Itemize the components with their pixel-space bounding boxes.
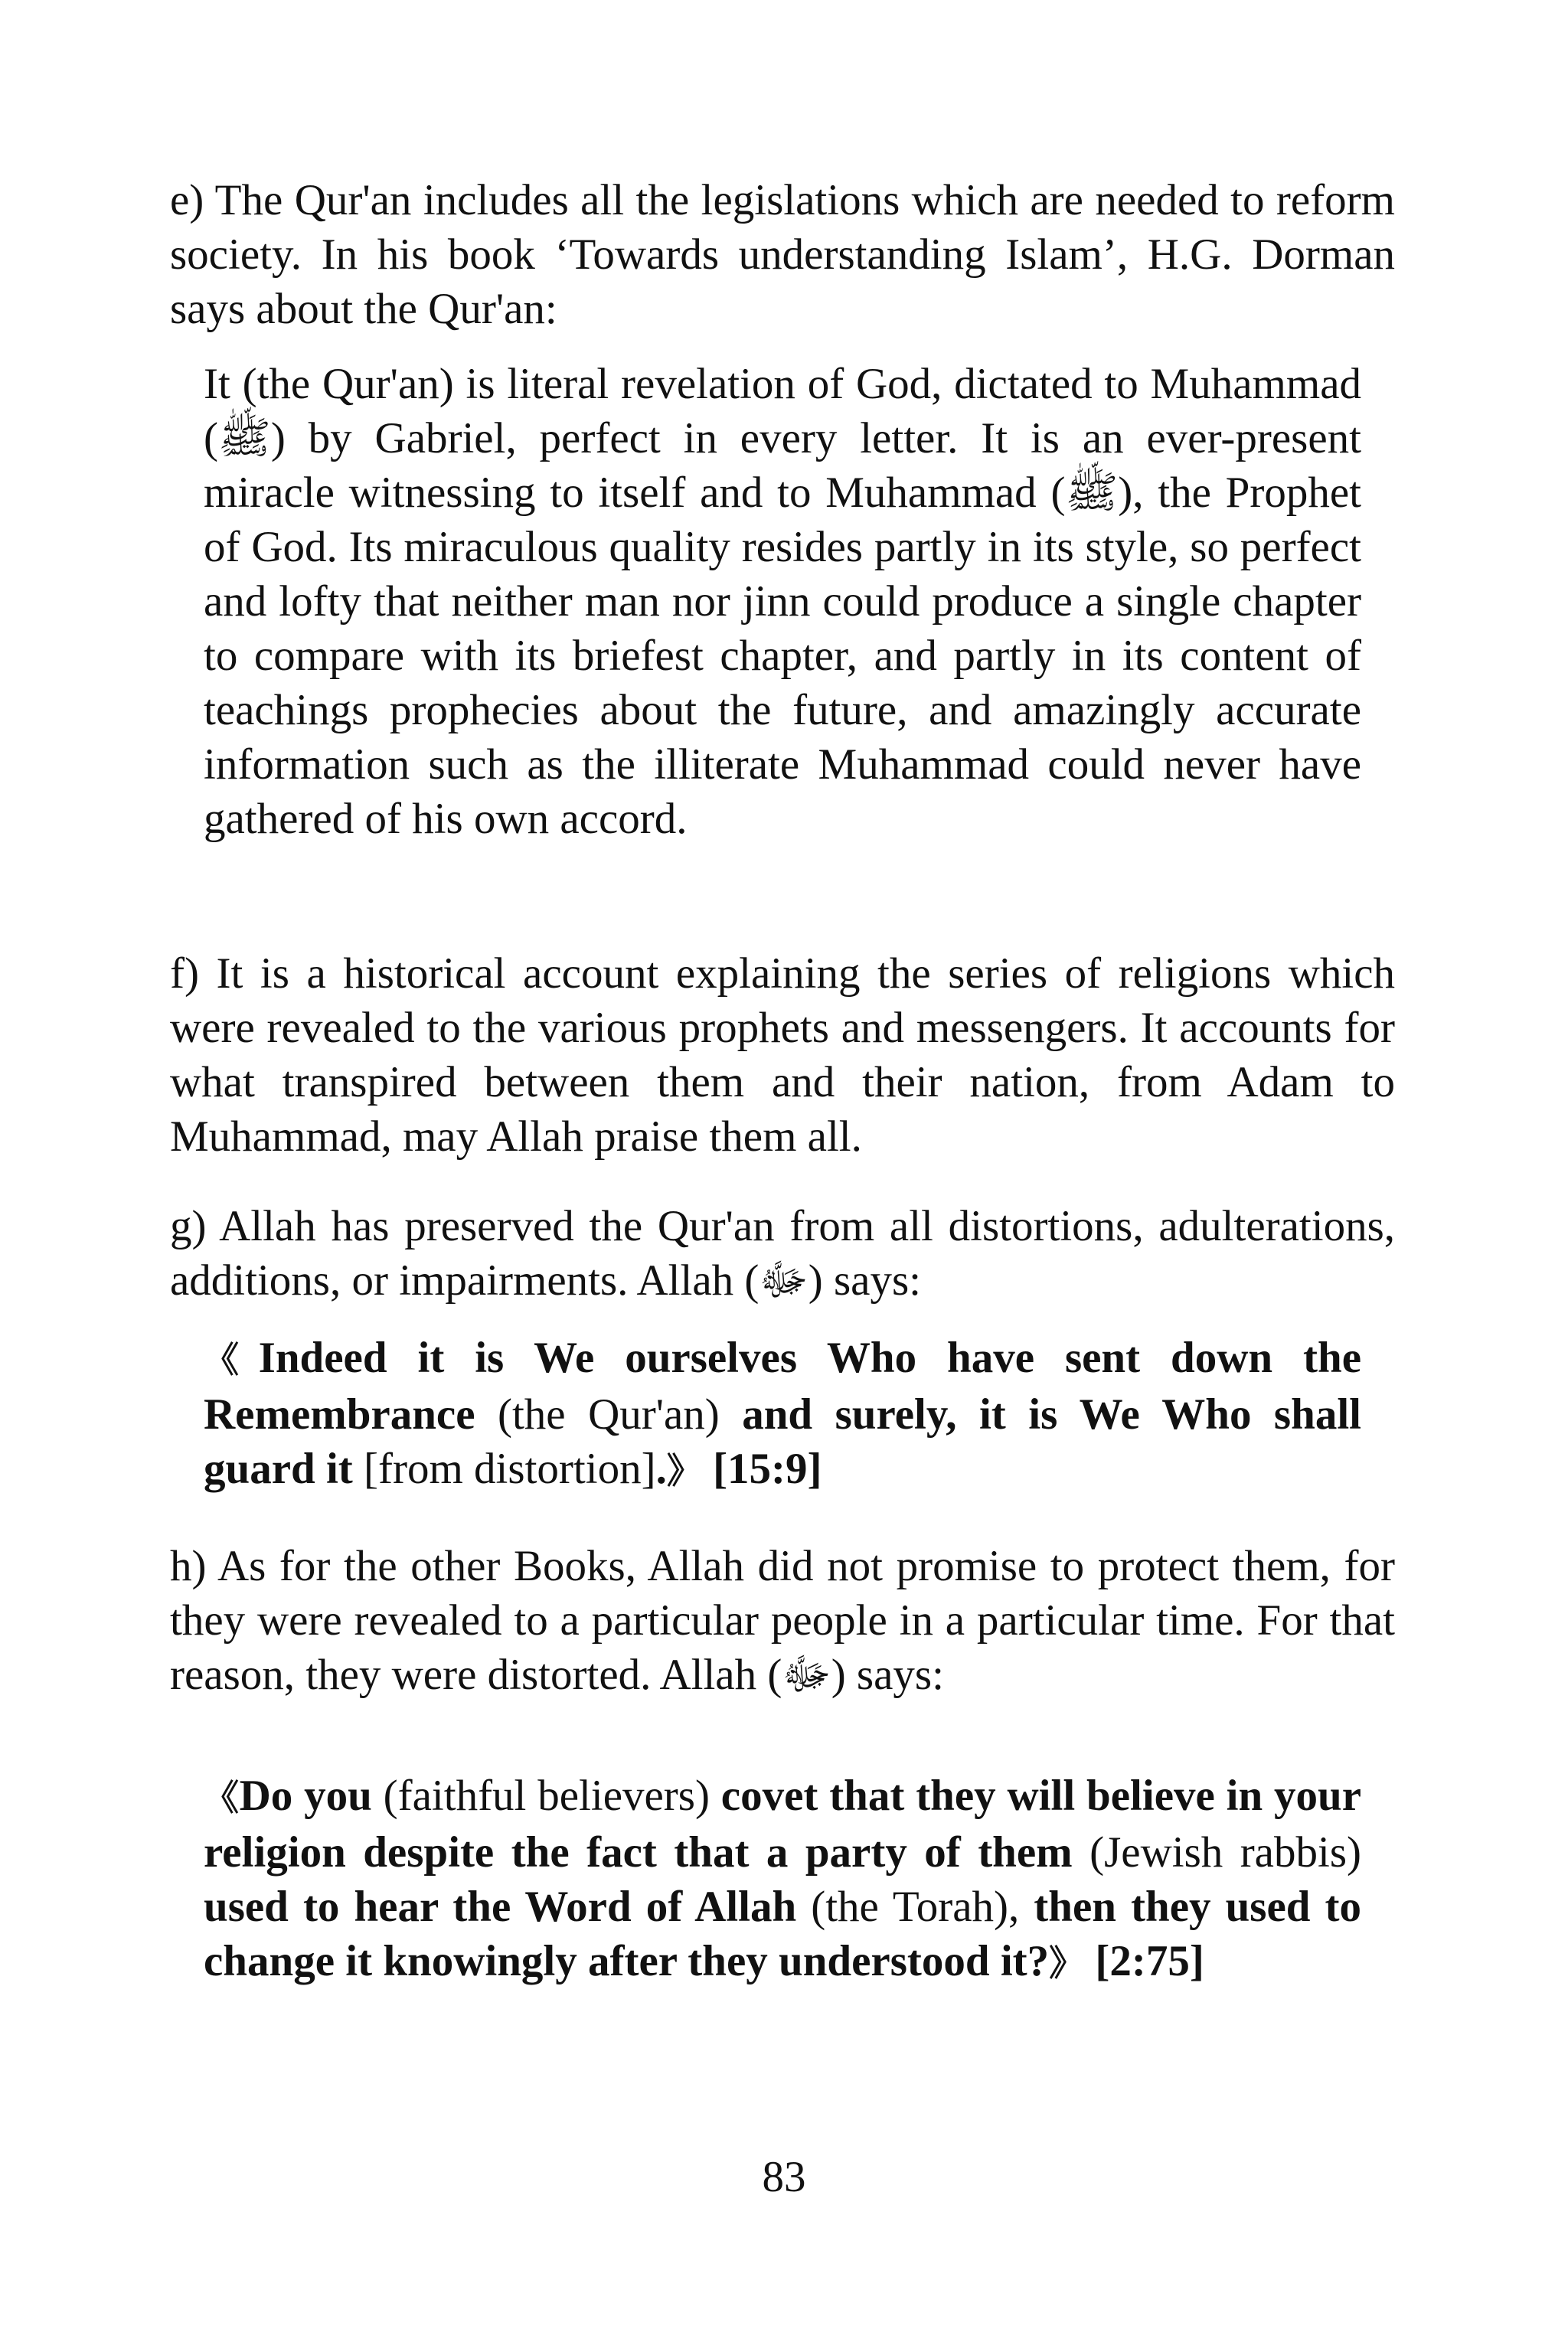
verse-15-9	[204, 1331, 1361, 1498]
verse-gloss: (faithful believers)	[371, 1772, 721, 1820]
verse-open-bracket: 《	[204, 1341, 259, 1380]
verse-gloss: (the Torah),	[796, 1883, 1034, 1931]
verse-bold-text: Do you	[239, 1772, 372, 1820]
paragraph-h: h) As for the other Books, Allah did not promise to protect them, for they were revealed to a particular people in a particular time. For that reason, they were distorted. Allah (ﷻ) says:	[170, 1542, 1395, 1699]
verse-bold-text: and surely, it is We Who shall guard it	[204, 1390, 1361, 1493]
verse-open-bracket: 《	[204, 1779, 240, 1818]
dorman-quote: It (the Qur'an) is literal revelation of God, dictated to Muhammad (ﷺ) by Gabriel, perfect in every letter. It is an ever-present miracle witnessing to itself and to Muhammad (ﷺ), the Prophet of God. Its miraculous quality resides partly in its style, so perfect and lofty that neither man nor jinn could produce a single chapter to compare with its briefest chapter, and partly in its content of teachings prophecies about the future, and amazingly accurate information such as the illiterate Muhammad could never have gathered of his own accord.	[204, 360, 1362, 843]
verse-close-bracket: 》	[666, 1452, 702, 1491]
verse-bold-text: Indeed it is We ourselves Who have sent down the Remembrance	[204, 1334, 1361, 1439]
verse-2-75	[204, 1769, 1361, 1991]
verse-reference: [15:9]	[701, 1445, 822, 1493]
verse-gloss: [from distortion]	[352, 1445, 656, 1493]
verse-bold-text: covet that they will believe in your religion despite the fact that a party of them	[204, 1772, 1361, 1877]
verse-gloss: (the Qur'an)	[475, 1390, 743, 1439]
verse-bold-text: .	[655, 1445, 667, 1493]
verse-reference: [2:75]	[1084, 1937, 1204, 1985]
paragraph-f: f) It is a historical account explaining the series of religions which were revealed to the various prophets and messengers. It accounts for what transpired between them and their nation, from Adam to Muhammad, may Allah praise them all.	[170, 949, 1395, 1161]
verse-bold-text: then they used to change it knowingly after they understood it?	[204, 1883, 1362, 1985]
page-number: 83	[762, 2153, 806, 2201]
verse-gloss: (Jewish rabbis)	[1072, 1828, 1361, 1877]
paragraph-e: e) The Qur'an includes all the legislations which are needed to reform society. In his book ‘Towards understanding Islam’, H.G. Dorman says about the Qur'an:	[170, 176, 1395, 333]
paragraph-g: g) Allah has preserved the Qur'an from all distortions, adulterations, additions, or impairments. Allah (ﷻ) says:	[170, 1202, 1395, 1305]
verse-bold-text: used to hear the Word of Allah	[204, 1883, 797, 1931]
verse-close-bracket: 》	[1049, 1944, 1085, 1983]
